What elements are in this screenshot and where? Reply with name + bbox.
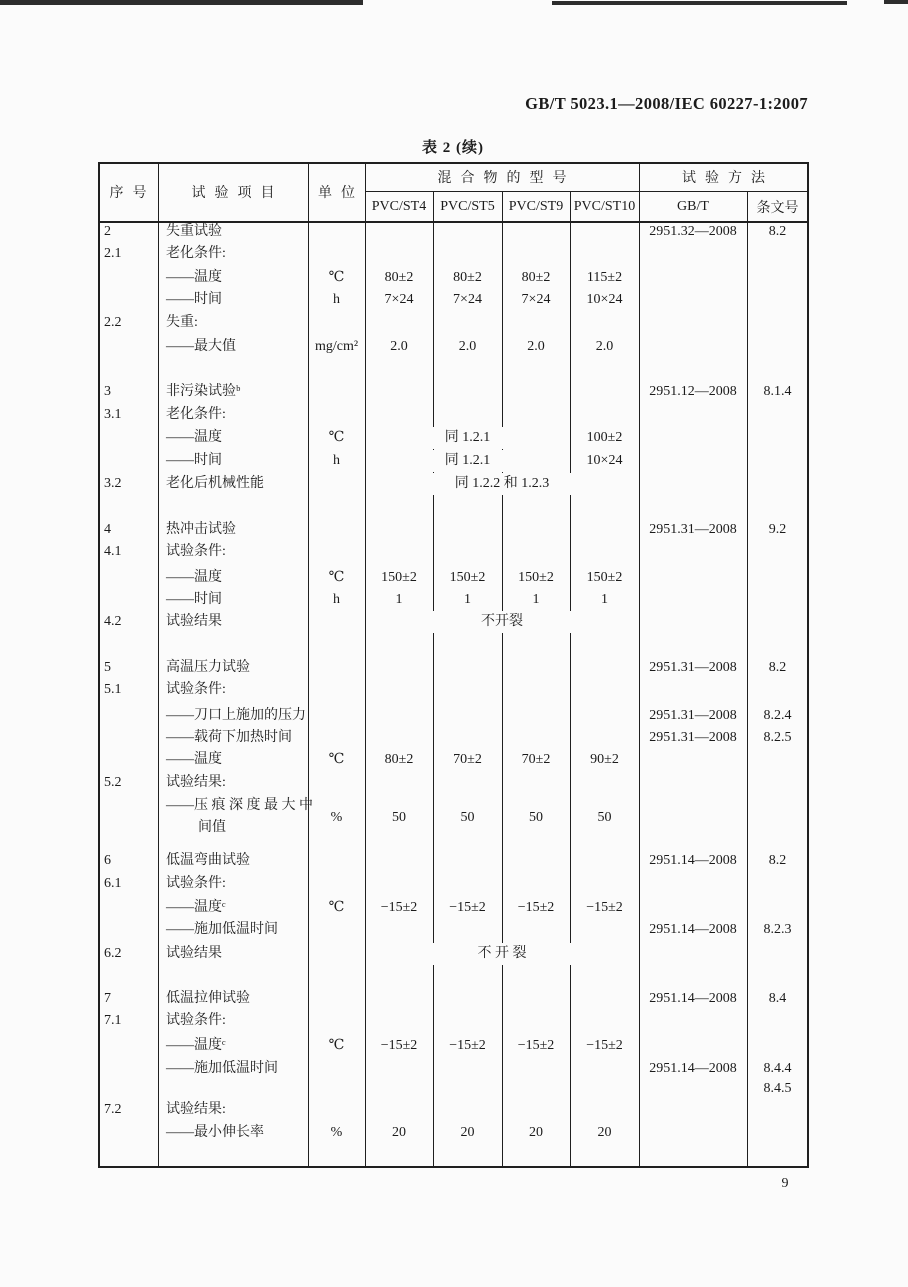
row-value: 2.0 <box>390 339 408 354</box>
header-compound-type: PVC/ST4 <box>371 198 427 214</box>
row-item: 低温拉伸试验 <box>166 991 250 1006</box>
table-border-left <box>98 162 100 1168</box>
row-item: ——施加低温时间 <box>166 1061 278 1076</box>
row-article: 8.2 <box>768 660 787 675</box>
row-value: 50 <box>597 810 612 825</box>
row-value: 150±2 <box>518 570 554 585</box>
row-unit: ℃ <box>328 570 345 585</box>
row-unit: mg/cm² <box>314 339 359 354</box>
row-span-value: 不 开 裂 <box>366 943 638 965</box>
row-num: 3.1 <box>104 407 122 422</box>
row-value: 20 <box>460 1125 475 1140</box>
row-value: 20 <box>392 1125 406 1140</box>
row-item: 热冲击试验 <box>166 522 236 537</box>
row-unit: ℃ <box>328 270 345 285</box>
row-unit: ℃ <box>328 752 345 767</box>
row-unit: ℃ <box>328 1038 345 1053</box>
row-gbt: 2951.14—2008 <box>649 1061 737 1076</box>
row-article: 9.2 <box>768 522 787 537</box>
row-value: −15±2 <box>586 1038 623 1053</box>
row-item: ——时间 <box>166 292 222 307</box>
row-value: 80±2 <box>453 270 482 285</box>
scan-artifact-bar <box>884 0 908 4</box>
header-col-item: 试验项目 <box>191 186 284 201</box>
row-item: ——最小伸长率 <box>166 1125 264 1140</box>
row-item: 试验结果: <box>166 775 226 790</box>
header-group-compound: 混合物的型号 <box>437 170 576 186</box>
row-unit: h <box>333 592 340 607</box>
row-value: 115±2 <box>586 270 623 285</box>
row-article: 8.2 <box>768 224 787 239</box>
row-gbt: 2951.14—2008 <box>649 922 737 937</box>
row-item: ——温度 <box>166 270 222 285</box>
row-gbt: 2951.31—2008 <box>649 730 737 745</box>
row-item: ——温度 <box>166 430 222 445</box>
row-item: ——刀口上施加的压力 <box>166 708 306 723</box>
row-item: 老化条件: <box>166 246 226 261</box>
row-item: ——施加低温时间 <box>166 922 278 937</box>
row-item: 失重试验 <box>166 224 222 239</box>
row-article: 8.2.5 <box>763 730 792 745</box>
row-span-value: 同 1.2.2 和 1.2.3 <box>366 473 638 495</box>
row-item: ——最大值 <box>166 339 236 354</box>
row-num: 6.1 <box>104 876 122 891</box>
row-item: 老化条件: <box>166 407 226 422</box>
row-item: 试验条件: <box>166 876 226 891</box>
row-num: 6 <box>104 853 111 868</box>
row-gbt: 2951.31—2008 <box>649 708 737 723</box>
row-item: 间值 <box>198 820 226 835</box>
row-num: 5 <box>104 660 111 675</box>
row-span-value: 同 1.2.1 <box>366 427 569 449</box>
row-gbt: 2951.14—2008 <box>649 991 737 1006</box>
row-item: 试验条件: <box>166 682 226 697</box>
row-item: 试验结果: <box>166 1102 226 1117</box>
col-line <box>158 162 159 1167</box>
table-title: 表 2 (续) <box>422 140 484 156</box>
row-item: ——温度ᶜ <box>166 1038 226 1053</box>
row-value: 70±2 <box>453 752 482 767</box>
page-number: 9 <box>781 1176 789 1191</box>
row-article: 8.2.4 <box>763 708 792 723</box>
col-line <box>365 162 366 1167</box>
row-num: 7.2 <box>104 1102 122 1117</box>
scan-artifact-bar <box>552 1 847 5</box>
row-article: 8.4.4 <box>763 1061 792 1076</box>
row-gbt: 2951.12—2008 <box>649 384 737 399</box>
row-value: 80±2 <box>384 270 414 285</box>
row-item: 老化后机械性能 <box>166 476 264 491</box>
row-span-value: 不开裂 <box>366 611 638 633</box>
row-item: ——温度ᶜ <box>166 900 226 915</box>
row-num: 3.2 <box>104 476 122 491</box>
row-unit: % <box>330 1125 343 1140</box>
row-gbt: 2951.31—2008 <box>649 522 737 537</box>
header-group-method: 试验方法 <box>682 170 774 186</box>
row-article: 8.2 <box>768 853 787 868</box>
row-num: 7 <box>104 991 111 1006</box>
doc-number: GB/T 5023.1—2008/IEC 60227-1:2007 <box>525 94 808 113</box>
row-item: ——时间 <box>166 592 222 607</box>
row-num: 2 <box>104 224 111 239</box>
row-gbt: 2951.14—2008 <box>649 853 737 868</box>
col-line <box>308 162 309 1167</box>
row-value: −15±2 <box>517 900 555 915</box>
header-col-no: 序号 <box>109 186 156 201</box>
row-unit: % <box>330 810 343 825</box>
row-item: 失重: <box>166 315 198 330</box>
row-value: 80±2 <box>521 270 551 285</box>
header-compound-type: PVC/ST10 <box>573 198 636 214</box>
row-num: 6.2 <box>104 946 122 961</box>
row-value: 150±2 <box>449 570 486 585</box>
row-item: 非污染试验ᵇ <box>166 384 241 399</box>
row-value: 150±2 <box>586 570 623 585</box>
row-item: 试验条件: <box>166 544 226 559</box>
row-num: 7.1 <box>104 1013 122 1028</box>
row-unit: h <box>333 292 340 307</box>
row-value: 1 <box>532 592 540 607</box>
row-value: 7×24 <box>521 292 551 307</box>
row-value: 80±2 <box>384 752 414 767</box>
row-value: 7×24 <box>384 292 414 307</box>
row-item: ——时间 <box>166 453 222 468</box>
row-value: 10×24 <box>586 292 623 307</box>
row-value: 100±2 <box>586 430 623 445</box>
row-num: 4.2 <box>104 614 122 629</box>
row-value: 50 <box>529 810 543 825</box>
row-value: 20 <box>597 1125 612 1140</box>
row-value: −15±2 <box>449 900 486 915</box>
row-value: 90±2 <box>590 752 619 767</box>
row-value: 1 <box>601 592 608 607</box>
row-gbt: 2951.31—2008 <box>649 660 737 675</box>
row-value: 150±2 <box>381 570 417 585</box>
row-value: 1 <box>395 592 403 607</box>
row-num: 4 <box>104 522 111 537</box>
row-value: −15±2 <box>380 900 418 915</box>
row-num: 2.1 <box>104 246 122 261</box>
row-article: 8.4 <box>768 991 787 1006</box>
row-article: 8.2.3 <box>763 922 792 937</box>
row-num: 4.1 <box>104 544 122 559</box>
row-value: 50 <box>392 810 406 825</box>
row-unit: h <box>333 453 340 468</box>
row-value: −15±2 <box>517 1038 555 1053</box>
scan-artifact-bar <box>0 0 363 5</box>
row-item: 高温压力试验 <box>166 660 250 675</box>
row-value: −15±2 <box>449 1038 486 1053</box>
table-border-bottom <box>98 1166 808 1168</box>
row-value: 70±2 <box>521 752 551 767</box>
row-article: 8.4.5 <box>763 1081 792 1096</box>
row-value: −15±2 <box>380 1038 418 1053</box>
row-value: 7×24 <box>453 292 482 307</box>
header-method-article: 条文号 <box>756 200 799 216</box>
row-num: 5.1 <box>104 682 122 697</box>
row-value: 2.0 <box>595 339 614 354</box>
row-value: 1 <box>464 592 471 607</box>
row-num: 3 <box>104 384 111 399</box>
row-article: 8.1.4 <box>763 384 792 399</box>
row-value: 2.0 <box>527 339 545 354</box>
row-item: ——温度 <box>166 570 222 585</box>
row-item: ——压 痕 深 度 最 大 中 <box>166 798 313 813</box>
row-span-value: 同 1.2.1 <box>366 450 569 472</box>
row-item: 低温弯曲试验 <box>166 853 250 868</box>
header-compound-type: PVC/ST9 <box>508 198 564 214</box>
header-compound-type: PVC/ST5 <box>440 198 495 214</box>
row-item: 试验结果 <box>166 614 222 629</box>
header-col-unit: 单位 <box>318 186 364 201</box>
header-method-gbt: GB/T <box>677 198 709 214</box>
row-item: ——载荷下加热时间 <box>166 730 292 745</box>
row-value: −15±2 <box>586 900 623 915</box>
row-gbt: 2951.32—2008 <box>649 224 737 239</box>
row-value: 10×24 <box>586 453 623 468</box>
row-value: 2.0 <box>458 339 477 354</box>
row-num: 2.2 <box>104 315 122 330</box>
row-num: 5.2 <box>104 775 122 790</box>
row-item: 试验结果 <box>166 946 222 961</box>
row-item: 试验条件: <box>166 1013 226 1028</box>
row-item: ——温度 <box>166 752 222 767</box>
row-unit: ℃ <box>328 430 345 445</box>
row-value: 50 <box>460 810 475 825</box>
row-unit: ℃ <box>328 900 345 915</box>
col-line <box>747 191 748 1167</box>
row-value: 20 <box>529 1125 543 1140</box>
